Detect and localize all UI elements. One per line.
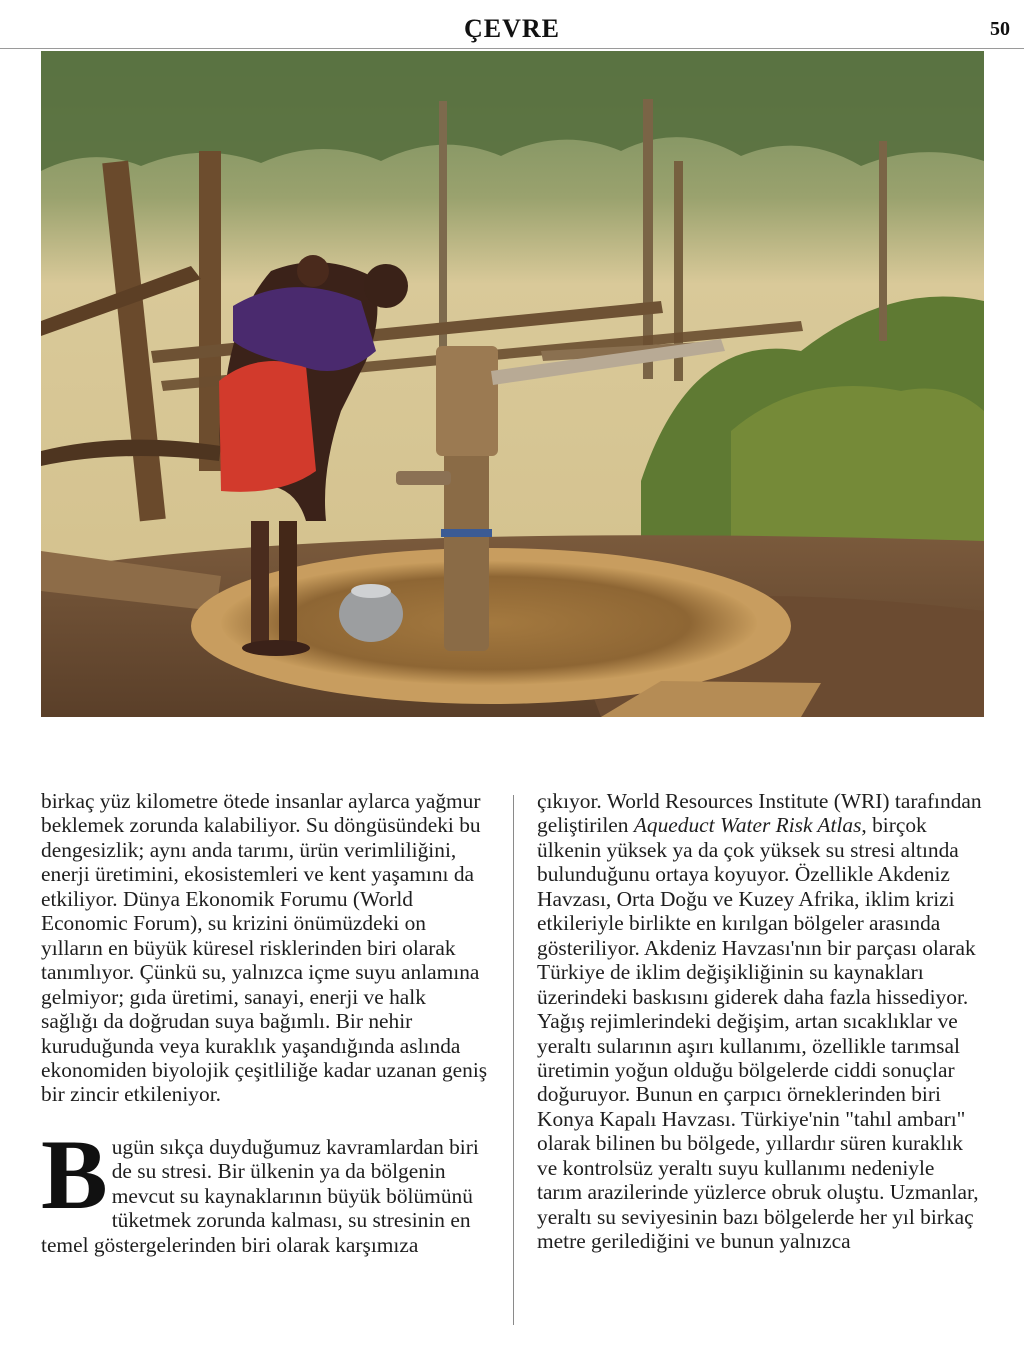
left-paragraph-2-text: ugün sıkça duyduğumuz kavramlardan biri de su stresi. Bir ülkenin ya da bölgenin mevcut su kaynaklarının büyük bölümünü tüketmek zorunda kalması, su stresinin en temel göstergelerinden biri olarak karşımıza (41, 1134, 479, 1257)
column-divider (513, 795, 514, 1325)
right-column (537, 789, 984, 1254)
page-header (0, 0, 1024, 50)
atlas-title: Aqueduct Water Risk Atlas (633, 813, 862, 838)
right-text-start: çıkıyor. World Resources Institute (WRI) tarafından geliştirilen (537, 789, 982, 838)
paragraph-spacer (41, 1107, 488, 1135)
left-paragraph-2 (41, 1118, 488, 1257)
drop-cap: B (41, 1118, 108, 1230)
page-number: 50 (990, 18, 1010, 40)
section-title: ÇEVRE (463, 14, 560, 43)
header-rule (0, 48, 1024, 49)
left-column (41, 789, 488, 1257)
right-text-end: , birçok ülkenin yüksek ya da çok yüksek su stresi altında bulunduğunu ortaya koyuyor. Özellikle Akdeniz Havzası, Orta Doğu ve Kuzey Afrika, iklim krizi etkileriyle birlikte en kırılgan bölgeler arasında gösteriliyor. Akdeniz Havzası'nın bir parçası olarak Türkiye de iklim değişikliğinin su kaynakları üzerindeki baskısını giderek daha fazla hissediyor. Yağış rejimlerindeki değişim, artan sıcaklıklar ve yeraltı sularının aşırı kullanımı, özellikle tarımsal üretimin yoğun olduğu bölgelerde ciddi sonuçlar doğuruyor. Bunun en çarpıcı örneklerinden biri Konya Kapalı Havzası. Türkiye'nin "tahıl ambarı" olarak bilinen bu bölgede, yıllardır süren kuraklık ve kontrolsüz yeraltı suyu kullanımı nedeniyle tarım arazilerinde yüzlerce obruk oluştu. Uzmanlar, yeraltı su seviyesinin bazı bölgelerde her yıl birkaç metre gerilediğini ve bunun yalnızca (537, 813, 979, 1254)
right-paragraph (537, 789, 984, 1254)
left-paragraph-1: birkaç yüz kilometre ötede insanlar aylarca yağmur beklemek zorunda kalabiliyor. Su döngüsündeki bu dengesizlik; aynı anda tarımı, ürün verimliliğini, enerji üretimini, ekosistemleri ve kent yaşamını da etkiliyor. Dünya Ekonomik Forumu (World Economic Forum), su krizini önümüzdeki on yılların en büyük küresel risklerinden biri olarak tanımlıyor. Çünkü su, yalnızca içme suyu anlamına gelmiyor; gıda üretimi, sanayi, enerji ve halk sağlığı da doğrudan suya bağımlı. Bir nehir kuruduğunda veya kuraklık yaşandığında aslında ekonomiden biyolojik çeşitliliğe kadar uzanan geniş bir zincir etkileniyor. (41, 789, 488, 1107)
water-pump-photo (41, 51, 984, 717)
